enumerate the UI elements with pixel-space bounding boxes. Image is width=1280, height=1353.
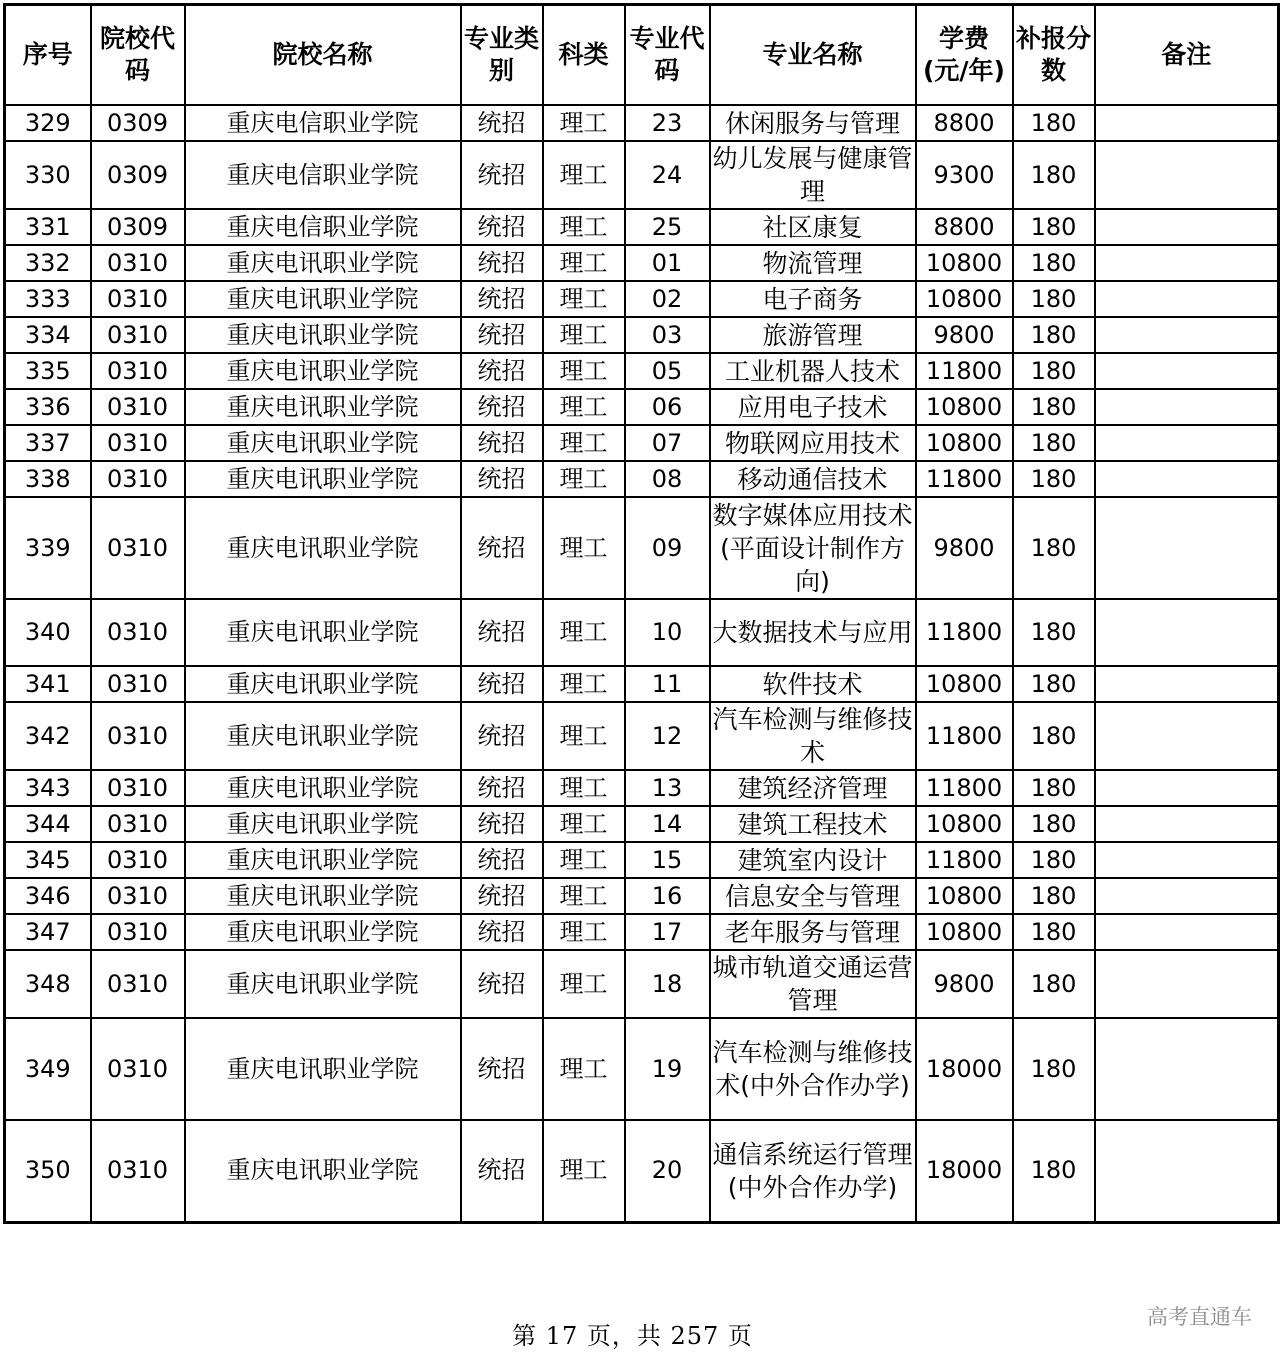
cell-score: 180 (1013, 914, 1095, 950)
cell-major-type: 统招 (461, 317, 543, 353)
cell-tuition: 11800 (916, 842, 1013, 878)
cell-school-name: 重庆电讯职业学院 (185, 389, 461, 425)
cell-note (1095, 914, 1279, 950)
cell-major-code: 13 (625, 770, 710, 806)
cell-school-name: 重庆电讯职业学院 (185, 702, 461, 770)
cell-major-name: 休闲服务与管理 (710, 105, 916, 141)
cell-major-type: 统招 (461, 842, 543, 878)
cell-major-name: 物流管理 (710, 245, 916, 281)
cell-school-name: 重庆电讯职业学院 (185, 1120, 461, 1222)
cell-subject: 理工 (543, 599, 625, 666)
cell-school-name: 重庆电讯职业学院 (185, 878, 461, 914)
cell-seq: 350 (5, 1120, 91, 1222)
cell-major-type: 统招 (461, 425, 543, 461)
cell-subject: 理工 (543, 842, 625, 878)
cell-major-name: 大数据技术与应用 (710, 599, 916, 666)
admission-table (3, 3, 1280, 1224)
cell-school-code: 0310 (91, 461, 185, 497)
cell-score: 180 (1013, 245, 1095, 281)
cell-school-code: 0310 (91, 281, 185, 317)
header-seq: 序号 (5, 5, 91, 106)
cell-major-code: 02 (625, 281, 710, 317)
cell-school-code: 0310 (91, 245, 185, 281)
cell-score: 180 (1013, 461, 1095, 497)
cell-major-type: 统招 (461, 950, 543, 1018)
cell-tuition: 9800 (916, 950, 1013, 1018)
cell-school-code: 0310 (91, 497, 185, 599)
cell-subject: 理工 (543, 702, 625, 770)
cell-subject: 理工 (543, 497, 625, 599)
cell-subject: 理工 (543, 461, 625, 497)
cell-major-code: 01 (625, 245, 710, 281)
cell-major-code: 08 (625, 461, 710, 497)
table-row (5, 353, 1279, 389)
cell-seq: 348 (5, 950, 91, 1018)
table-row (5, 914, 1279, 950)
cell-note (1095, 105, 1279, 141)
cell-school-name: 重庆电信职业学院 (185, 141, 461, 209)
cell-major-code: 17 (625, 914, 710, 950)
cell-seq: 332 (5, 245, 91, 281)
cell-major-name: 移动通信技术 (710, 461, 916, 497)
cell-subject: 理工 (543, 666, 625, 702)
cell-major-type: 统招 (461, 1018, 543, 1120)
header-school-code: 院校代码 (91, 5, 185, 106)
cell-tuition: 11800 (916, 702, 1013, 770)
cell-major-type: 统招 (461, 914, 543, 950)
cell-score: 180 (1013, 105, 1095, 141)
cell-major-name: 汽车检测与维修技术 (710, 702, 916, 770)
cell-seq: 341 (5, 666, 91, 702)
cell-subject: 理工 (543, 770, 625, 806)
cell-major-type: 统招 (461, 1120, 543, 1222)
table-row (5, 461, 1279, 497)
cell-score: 180 (1013, 806, 1095, 842)
table-row (5, 105, 1279, 141)
cell-tuition: 11800 (916, 599, 1013, 666)
cell-major-code: 15 (625, 842, 710, 878)
cell-school-name: 重庆电讯职业学院 (185, 806, 461, 842)
cell-school-name: 重庆电讯职业学院 (185, 770, 461, 806)
table-row (5, 497, 1279, 599)
cell-major-name: 建筑经济管理 (710, 770, 916, 806)
cell-tuition: 18000 (916, 1018, 1013, 1120)
cell-school-name: 重庆电讯职业学院 (185, 842, 461, 878)
cell-major-code: 18 (625, 950, 710, 1018)
cell-score: 180 (1013, 950, 1095, 1018)
cell-tuition: 10800 (916, 878, 1013, 914)
cell-seq: 331 (5, 209, 91, 245)
table-row (5, 389, 1279, 425)
cell-major-type: 统招 (461, 878, 543, 914)
cell-score: 180 (1013, 702, 1095, 770)
cell-major-code: 23 (625, 105, 710, 141)
header-major-code: 专业代码 (625, 5, 710, 106)
cell-subject: 理工 (543, 353, 625, 389)
table-row (5, 842, 1279, 878)
cell-seq: 342 (5, 702, 91, 770)
cell-tuition: 11800 (916, 461, 1013, 497)
cell-major-code: 16 (625, 878, 710, 914)
cell-tuition: 10800 (916, 389, 1013, 425)
cell-major-name: 建筑工程技术 (710, 806, 916, 842)
cell-score: 180 (1013, 141, 1095, 209)
cell-major-code: 09 (625, 497, 710, 599)
cell-subject: 理工 (543, 914, 625, 950)
cell-tuition: 11800 (916, 353, 1013, 389)
cell-major-code: 03 (625, 317, 710, 353)
header-school-name: 院校名称 (185, 5, 461, 106)
cell-school-name: 重庆电讯职业学院 (185, 914, 461, 950)
cell-school-name: 重庆电讯职业学院 (185, 1018, 461, 1120)
cell-score: 180 (1013, 666, 1095, 702)
cell-tuition: 9300 (916, 141, 1013, 209)
cell-subject: 理工 (543, 317, 625, 353)
table-row (5, 141, 1279, 209)
cell-seq: 330 (5, 141, 91, 209)
cell-note (1095, 141, 1279, 209)
cell-school-code: 0310 (91, 878, 185, 914)
cell-major-name: 汽车检测与维修技术(中外合作办学) (710, 1018, 916, 1120)
cell-seq: 338 (5, 461, 91, 497)
cell-tuition: 11800 (916, 770, 1013, 806)
cell-school-name: 重庆电讯职业学院 (185, 461, 461, 497)
cell-seq: 340 (5, 599, 91, 666)
cell-score: 180 (1013, 878, 1095, 914)
cell-subject: 理工 (543, 806, 625, 842)
table-row (5, 878, 1279, 914)
cell-subject: 理工 (543, 425, 625, 461)
cell-seq: 336 (5, 389, 91, 425)
header-note: 备注 (1095, 5, 1279, 106)
table-row (5, 599, 1279, 666)
cell-school-code: 0310 (91, 950, 185, 1018)
cell-school-code: 0310 (91, 1018, 185, 1120)
cell-score: 180 (1013, 1018, 1095, 1120)
cell-school-name: 重庆电信职业学院 (185, 105, 461, 141)
cell-major-type: 统招 (461, 105, 543, 141)
cell-major-type: 统招 (461, 141, 543, 209)
cell-tuition: 9800 (916, 317, 1013, 353)
cell-score: 180 (1013, 389, 1095, 425)
cell-school-code: 0310 (91, 914, 185, 950)
cell-note (1095, 281, 1279, 317)
cell-major-name: 信息安全与管理 (710, 878, 916, 914)
cell-major-type: 统招 (461, 281, 543, 317)
cell-major-code: 19 (625, 1018, 710, 1120)
cell-major-name: 工业机器人技术 (710, 353, 916, 389)
cell-major-type: 统招 (461, 666, 543, 702)
cell-seq: 329 (5, 105, 91, 141)
cell-major-code: 12 (625, 702, 710, 770)
cell-major-name: 电子商务 (710, 281, 916, 317)
cell-major-code: 11 (625, 666, 710, 702)
cell-score: 180 (1013, 1120, 1095, 1222)
page-number: 第 17 页，共 257 页 (512, 1322, 753, 1350)
cell-subject: 理工 (543, 1018, 625, 1120)
cell-major-name: 数字媒体应用技术(平面设计制作方向) (710, 497, 916, 599)
cell-tuition: 10800 (916, 914, 1013, 950)
table-row (5, 806, 1279, 842)
cell-school-code: 0309 (91, 105, 185, 141)
cell-tuition: 18000 (916, 1120, 1013, 1222)
cell-major-type: 统招 (461, 389, 543, 425)
cell-tuition: 10800 (916, 245, 1013, 281)
cell-school-name: 重庆电信职业学院 (185, 209, 461, 245)
cell-school-name: 重庆电讯职业学院 (185, 317, 461, 353)
cell-major-name: 旅游管理 (710, 317, 916, 353)
table-row (5, 425, 1279, 461)
cell-school-code: 0309 (91, 209, 185, 245)
cell-school-code: 0310 (91, 666, 185, 702)
watermark: 高考直通车 (1147, 1305, 1252, 1329)
cell-major-name: 软件技术 (710, 666, 916, 702)
header-subject: 科类 (543, 5, 625, 106)
cell-note (1095, 599, 1279, 666)
cell-note (1095, 245, 1279, 281)
cell-note (1095, 461, 1279, 497)
cell-seq: 335 (5, 353, 91, 389)
cell-major-name: 物联网应用技术 (710, 425, 916, 461)
cell-tuition: 10800 (916, 666, 1013, 702)
table-row (5, 245, 1279, 281)
cell-school-name: 重庆电讯职业学院 (185, 425, 461, 461)
table-row (5, 281, 1279, 317)
cell-major-name: 社区康复 (710, 209, 916, 245)
cell-note (1095, 317, 1279, 353)
cell-school-name: 重庆电讯职业学院 (185, 599, 461, 666)
cell-score: 180 (1013, 770, 1095, 806)
cell-major-code: 25 (625, 209, 710, 245)
table-header-row (5, 5, 1279, 106)
table-row (5, 1018, 1279, 1120)
cell-school-code: 0310 (91, 806, 185, 842)
cell-score: 180 (1013, 209, 1095, 245)
cell-major-type: 统招 (461, 461, 543, 497)
cell-subject: 理工 (543, 245, 625, 281)
table-row (5, 317, 1279, 353)
cell-subject: 理工 (543, 950, 625, 1018)
cell-note (1095, 389, 1279, 425)
cell-seq: 346 (5, 878, 91, 914)
cell-major-type: 统招 (461, 702, 543, 770)
cell-school-code: 0309 (91, 141, 185, 209)
cell-school-name: 重庆电讯职业学院 (185, 666, 461, 702)
cell-seq: 334 (5, 317, 91, 353)
cell-major-code: 24 (625, 141, 710, 209)
cell-note (1095, 842, 1279, 878)
cell-seq: 333 (5, 281, 91, 317)
cell-note (1095, 806, 1279, 842)
cell-note (1095, 353, 1279, 389)
header-tuition: 学费(元/年) (916, 5, 1013, 106)
cell-major-type: 统招 (461, 245, 543, 281)
cell-tuition: 9800 (916, 497, 1013, 599)
cell-score: 180 (1013, 353, 1095, 389)
cell-subject: 理工 (543, 878, 625, 914)
cell-tuition: 8800 (916, 105, 1013, 141)
cell-major-type: 统招 (461, 353, 543, 389)
cell-note (1095, 666, 1279, 702)
cell-major-code: 10 (625, 599, 710, 666)
cell-school-code: 0310 (91, 1120, 185, 1222)
cell-subject: 理工 (543, 141, 625, 209)
table-row (5, 702, 1279, 770)
cell-major-name: 通信系统运行管理(中外合作办学) (710, 1120, 916, 1222)
cell-major-type: 统招 (461, 497, 543, 599)
cell-seq: 343 (5, 770, 91, 806)
cell-seq: 347 (5, 914, 91, 950)
cell-school-code: 0310 (91, 353, 185, 389)
cell-school-name: 重庆电讯职业学院 (185, 245, 461, 281)
cell-major-type: 统招 (461, 806, 543, 842)
cell-school-code: 0310 (91, 702, 185, 770)
cell-school-code: 0310 (91, 389, 185, 425)
cell-note (1095, 425, 1279, 461)
table-row (5, 666, 1279, 702)
header-major-type: 专业类别 (461, 5, 543, 106)
header-major-name: 专业名称 (710, 5, 916, 106)
cell-school-code: 0310 (91, 842, 185, 878)
cell-major-code: 05 (625, 353, 710, 389)
cell-major-name: 幼儿发展与健康管理 (710, 141, 916, 209)
cell-major-name: 城市轨道交通运营管理 (710, 950, 916, 1018)
cell-major-type: 统招 (461, 209, 543, 245)
cell-school-name: 重庆电讯职业学院 (185, 497, 461, 599)
cell-tuition: 10800 (916, 425, 1013, 461)
cell-subject: 理工 (543, 209, 625, 245)
cell-seq: 337 (5, 425, 91, 461)
cell-note (1095, 702, 1279, 770)
cell-major-type: 统招 (461, 770, 543, 806)
cell-score: 180 (1013, 497, 1095, 599)
cell-major-name: 应用电子技术 (710, 389, 916, 425)
cell-school-code: 0310 (91, 425, 185, 461)
cell-seq: 349 (5, 1018, 91, 1120)
table-row (5, 770, 1279, 806)
cell-tuition: 10800 (916, 806, 1013, 842)
cell-major-name: 老年服务与管理 (710, 914, 916, 950)
cell-subject: 理工 (543, 389, 625, 425)
cell-score: 180 (1013, 425, 1095, 461)
cell-score: 180 (1013, 317, 1095, 353)
cell-major-code: 14 (625, 806, 710, 842)
cell-note (1095, 497, 1279, 599)
cell-school-code: 0310 (91, 599, 185, 666)
cell-note (1095, 950, 1279, 1018)
cell-major-type: 统招 (461, 599, 543, 666)
cell-subject: 理工 (543, 281, 625, 317)
cell-major-name: 建筑室内设计 (710, 842, 916, 878)
table-row (5, 1120, 1279, 1222)
cell-school-code: 0310 (91, 770, 185, 806)
cell-note (1095, 1120, 1279, 1222)
cell-note (1095, 878, 1279, 914)
cell-major-code: 20 (625, 1120, 710, 1222)
cell-seq: 339 (5, 497, 91, 599)
cell-score: 180 (1013, 842, 1095, 878)
cell-school-name: 重庆电讯职业学院 (185, 353, 461, 389)
cell-seq: 344 (5, 806, 91, 842)
table-body (5, 105, 1279, 1222)
cell-score: 180 (1013, 281, 1095, 317)
cell-tuition: 10800 (916, 281, 1013, 317)
cell-note (1095, 770, 1279, 806)
cell-school-name: 重庆电讯职业学院 (185, 950, 461, 1018)
cell-seq: 345 (5, 842, 91, 878)
cell-subject: 理工 (543, 105, 625, 141)
cell-major-code: 07 (625, 425, 710, 461)
cell-major-code: 06 (625, 389, 710, 425)
cell-note (1095, 209, 1279, 245)
cell-tuition: 8800 (916, 209, 1013, 245)
cell-school-code: 0310 (91, 317, 185, 353)
cell-note (1095, 1018, 1279, 1120)
table-row (5, 209, 1279, 245)
cell-subject: 理工 (543, 1120, 625, 1222)
cell-score: 180 (1013, 599, 1095, 666)
header-score: 补报分数 (1013, 5, 1095, 106)
table-row (5, 950, 1279, 1018)
cell-school-name: 重庆电讯职业学院 (185, 281, 461, 317)
